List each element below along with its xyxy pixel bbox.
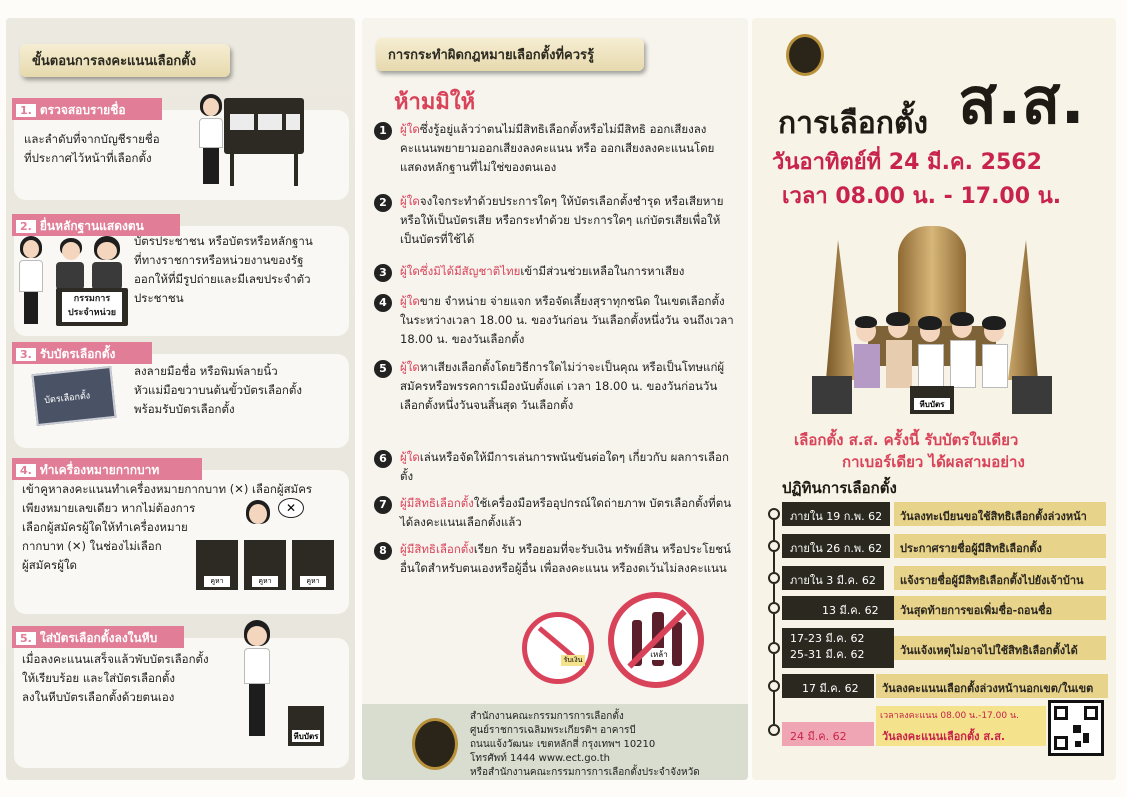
vote-buy-label: รับเงิน	[561, 655, 585, 666]
slogan-line-2: กาเบอร์เดียว ได้ผลสามอย่าง	[842, 453, 1025, 471]
election-date: วันอาทิตย์ที่ 24 มี.ค. 2562	[772, 150, 1042, 175]
title-mp: ส.ส.	[958, 65, 1085, 139]
rule-6: 6 ผู้ใดเล่นหรือจัดให้มีการเล่นการพนันขันต่อใดๆ เกี่ยวกับ ผลการเลือกตั้ง	[374, 448, 734, 486]
ballot-box-illustration	[240, 618, 330, 758]
calendar-row-6: 17 มี.ค. 62 วันลงคะแนนเลือกตั้งล่วงหน้านอกเขต/ในเขต	[768, 674, 1108, 698]
no-liquor-icon	[608, 592, 704, 688]
voting-booth-illustration: ✕ คูหา คูหา คูหา	[194, 498, 344, 594]
liquor-label: เหล้า	[648, 648, 670, 660]
step-4-tag: 4. ทำเครื่องหมายกากบาท	[12, 458, 202, 480]
step-4-text: เข้าคูหาลงคะแนนทำเครื่องหมายกากบาท (✕) เลือกผู้สมัคร เพียงหมายเลขเดียว หากไม่ต้องการ เลือกผู้สมัครผู้ใดให้ทำเครื่องหมาย กากบาท (✕) ในช่องไม่เลือก ผู้สมัครผู้ใด	[22, 482, 313, 572]
calendar-row-1: ภายใน 19 ก.พ. 62 วันลงทะเบียนขอใช้สิทธิเลือกตั้งล่วงหน้า	[768, 502, 1108, 526]
calendar-row-2: ภายใน 26 ก.พ. 62 ประกาศรายชื่อผู้มีสิทธิเลือกตั้ง	[768, 534, 1108, 558]
calendar-row-5: 17-23 มี.ค. 62 25-31 มี.ค. 62 วันแจ้งเหตุไม่อาจไปใช้สิทธิเลือกตั้งได้	[768, 628, 1108, 668]
committee-label-2: ประจำหน่วย	[67, 308, 117, 318]
step-5-text: เมื่อลงคะแนนเสร็จแล้วพับบัตรเลือกตั้ง ให้เรียบร้อย และใส่บัตรเลือกตั้ง ลงในหีบบัตรเลือกตั้งด้วยตนเอง	[22, 652, 209, 704]
step-1-text: และลำดับที่จากบัญชีรายชื่อ ที่ประกาศไว้หน้าที่เลือกตั้ง	[24, 132, 160, 165]
laws-header: การกระทำผิดกฎหมายเลือกตั้งที่ควรรู้	[376, 38, 644, 71]
rule-4: 4 ผู้ใดขาย จำหน่าย จ่ายแจก หรือจัดเลี้ยงสุราทุกชนิด ในเขตเลือกตั้งในระหว่างเวลา 18.00 น. ของวันก่อน วันเลือกตั้งหนึ่งวัน จนถึงเวลา 18.00 น. ของวันเลือกตั้ง	[374, 292, 734, 349]
no-vote-buying-icon	[522, 612, 594, 684]
calendar-row-7: 24 มี.ค. 62 เวลาลงคะแนน 08.00 น.-17.00 น. วันลงคะแนนเลือกตั้ง ส.ส.	[768, 706, 1108, 750]
booth-label-2: คูหา	[252, 576, 278, 587]
laws-panel	[362, 18, 748, 780]
step-1-title: ตรวจสอบรายชื่อ	[39, 103, 126, 117]
calendar-row-3: ภายใน 3 มี.ค. 62 แจ้งรายชื่อผู้มีสิทธิเลือกตั้งไปยังเจ้าบ้าน	[768, 566, 1108, 590]
monument-box-label: หีบบัตร	[914, 398, 950, 410]
footer-address: สำนักงานคณะกรรมการการเลือกตั้ง ศูนย์ราชการเฉลิมพระเกียรติฯ อาคารบี ถนนแจ้งวัฒนะ เขตหลักสี่ กรุงเทพฯ 10210 โทรศัพท์ 1444 www.ect.go.th หรือสำนักงานคณะกรรมการการเลือกตั้งประจำจังหวัด	[470, 711, 700, 778]
id-check-illustration	[16, 234, 130, 332]
election-time: เวลา 08.00 น. - 17.00 น.	[782, 184, 1062, 209]
step-3-tag: 3. รับบัตรเลือกตั้ง	[12, 342, 152, 364]
rule-7: 7 ผู้มีสิทธิเลือกตั้งใช้เครื่องมือหรืออุปกรณ์ใดถ่ายภาพ บัตรเลือกตั้งที่ตนได้ลงคะแนนเลือกตั้งแล้ว	[374, 494, 734, 532]
voting-hours-note: เวลาลงคะแนน 08.00 น.-17.00 น.	[876, 706, 1046, 722]
calendar-title: ปฏิทินการเลือกตั้ง	[782, 479, 897, 497]
ballot-card-image	[32, 366, 117, 426]
step-3-text: ลงลายมือชื่อ หรือพิมพ์ลายนิ้ว หัวแม่มือขวาบนต้นขั้วบัตรเลือกตั้ง พร้อมรับบัตรเลือกตั้ง	[134, 364, 302, 416]
slogan-line-1: เลือกตั้ง ส.ส. ครั้งนี้ รับบัตรใบเดียว	[794, 431, 1019, 449]
steps-panel	[6, 18, 355, 780]
ect-emblem-icon	[786, 34, 824, 76]
committee-label: กรรมการ	[73, 294, 111, 304]
rule-5: 5 ผู้ใดหาเสียงเลือกตั้งโดยวิธีการใดไม่ว่าจะเป็นคุณ หรือเป็นโทษแก่ผู้สมัครหรือพรรคการเมืองนับตั้งแต่ เวลา 18.00 น. ของวันก่อนวันเลือกตั้งหนึ่งวันจนสิ้นสุด วันเลือกตั้ง	[374, 358, 734, 415]
step-2-tag: 2. ยื่นหลักฐานแสดงตน	[12, 214, 180, 236]
steps-header: ขั้นตอนการลงคะแนนเลือกตั้ง	[20, 44, 230, 77]
rule-8: 8 ผู้มีสิทธิเลือกตั้งเรียก รับ หรือยอมที่จะรับเงิน ทรัพย์สิน หรือประโยชน์อื่นใดสำหรับตนเองหรือผู้อื่น เพื่อลงคะแนน หรืองดเว้นไม่ลงคะแนน	[374, 540, 734, 578]
calendar-row-4: 13 มี.ค. 62 วันสุดท้ายการขอเพิ่มชื่อ-ถอนชื่อ	[768, 596, 1108, 620]
step-5-tag: 5. ใส่บัตรเลือกตั้งลงในหีบ	[12, 626, 184, 648]
step-3-title: รับบัตรเลือกตั้ง	[39, 347, 116, 361]
step-2-text: บัตรประชาชน หรือบัตรหรือหลักฐาน ที่ทางราชการหรือหน่วยงานของรัฐ ออกให้ที่มีรูปถ่ายและมีเลขประจำตัว ประชาชน	[134, 234, 313, 305]
cover-panel	[752, 18, 1116, 780]
booth-label-3: คูหา	[300, 576, 326, 587]
step-1-tag: 1. ตรวจสอบรายชื่อ	[12, 98, 162, 120]
democracy-monument-illustration	[812, 226, 1052, 416]
step-2-title: ยื่นหลักฐานแสดงตน	[39, 219, 144, 233]
box-label: หีบบัตร	[293, 732, 319, 741]
rule-2: 2 ผู้ใดจงใจกระทำด้วยประการใดๆ ให้บัตรเลือกตั้งชำรุด หรือเสียหาย หรือให้เป็นบัตรเสีย หรือกระทำด้วย ประการใดๆ แก่บัตรเสียเพื่อให้เป็นบัตรที่ใช้ได้	[374, 192, 734, 249]
rule-3: 3 ผู้ใดซึ่งมิได้มีสัญชาติไทยเข้ามีส่วนช่วยเหลือในการหาเสียง	[374, 262, 734, 281]
rule-1: 1 ผู้ใดซึ่งรู้อยู่แล้วว่าตนไม่มีสิทธิเลือกตั้งหรือไม่มีสิทธิ ออกเสียงลงคะแนนพยายามออกเสียงลงคะแนน หรือ ออกเสียงลงคะแนนโดยแสดงหลักฐานที่ไม่ใช่ของตนเอง	[374, 120, 734, 177]
prohibit-title: ห้ามมิให้	[394, 90, 476, 115]
step-4-title: ทำเครื่องหมายกากบาท	[39, 463, 160, 477]
ballot-card-label: บัตรเลือกตั้ง	[43, 391, 91, 407]
notice-board-illustration	[194, 88, 309, 198]
title-election: การเลือกตั้ง	[778, 106, 929, 141]
ect-logo-icon	[412, 718, 458, 770]
step-5-title: ใส่บัตรเลือกตั้งลงในหีบ	[39, 631, 158, 645]
booth-label-1: คูหา	[204, 576, 230, 587]
qr-code-icon[interactable]	[1048, 700, 1104, 756]
